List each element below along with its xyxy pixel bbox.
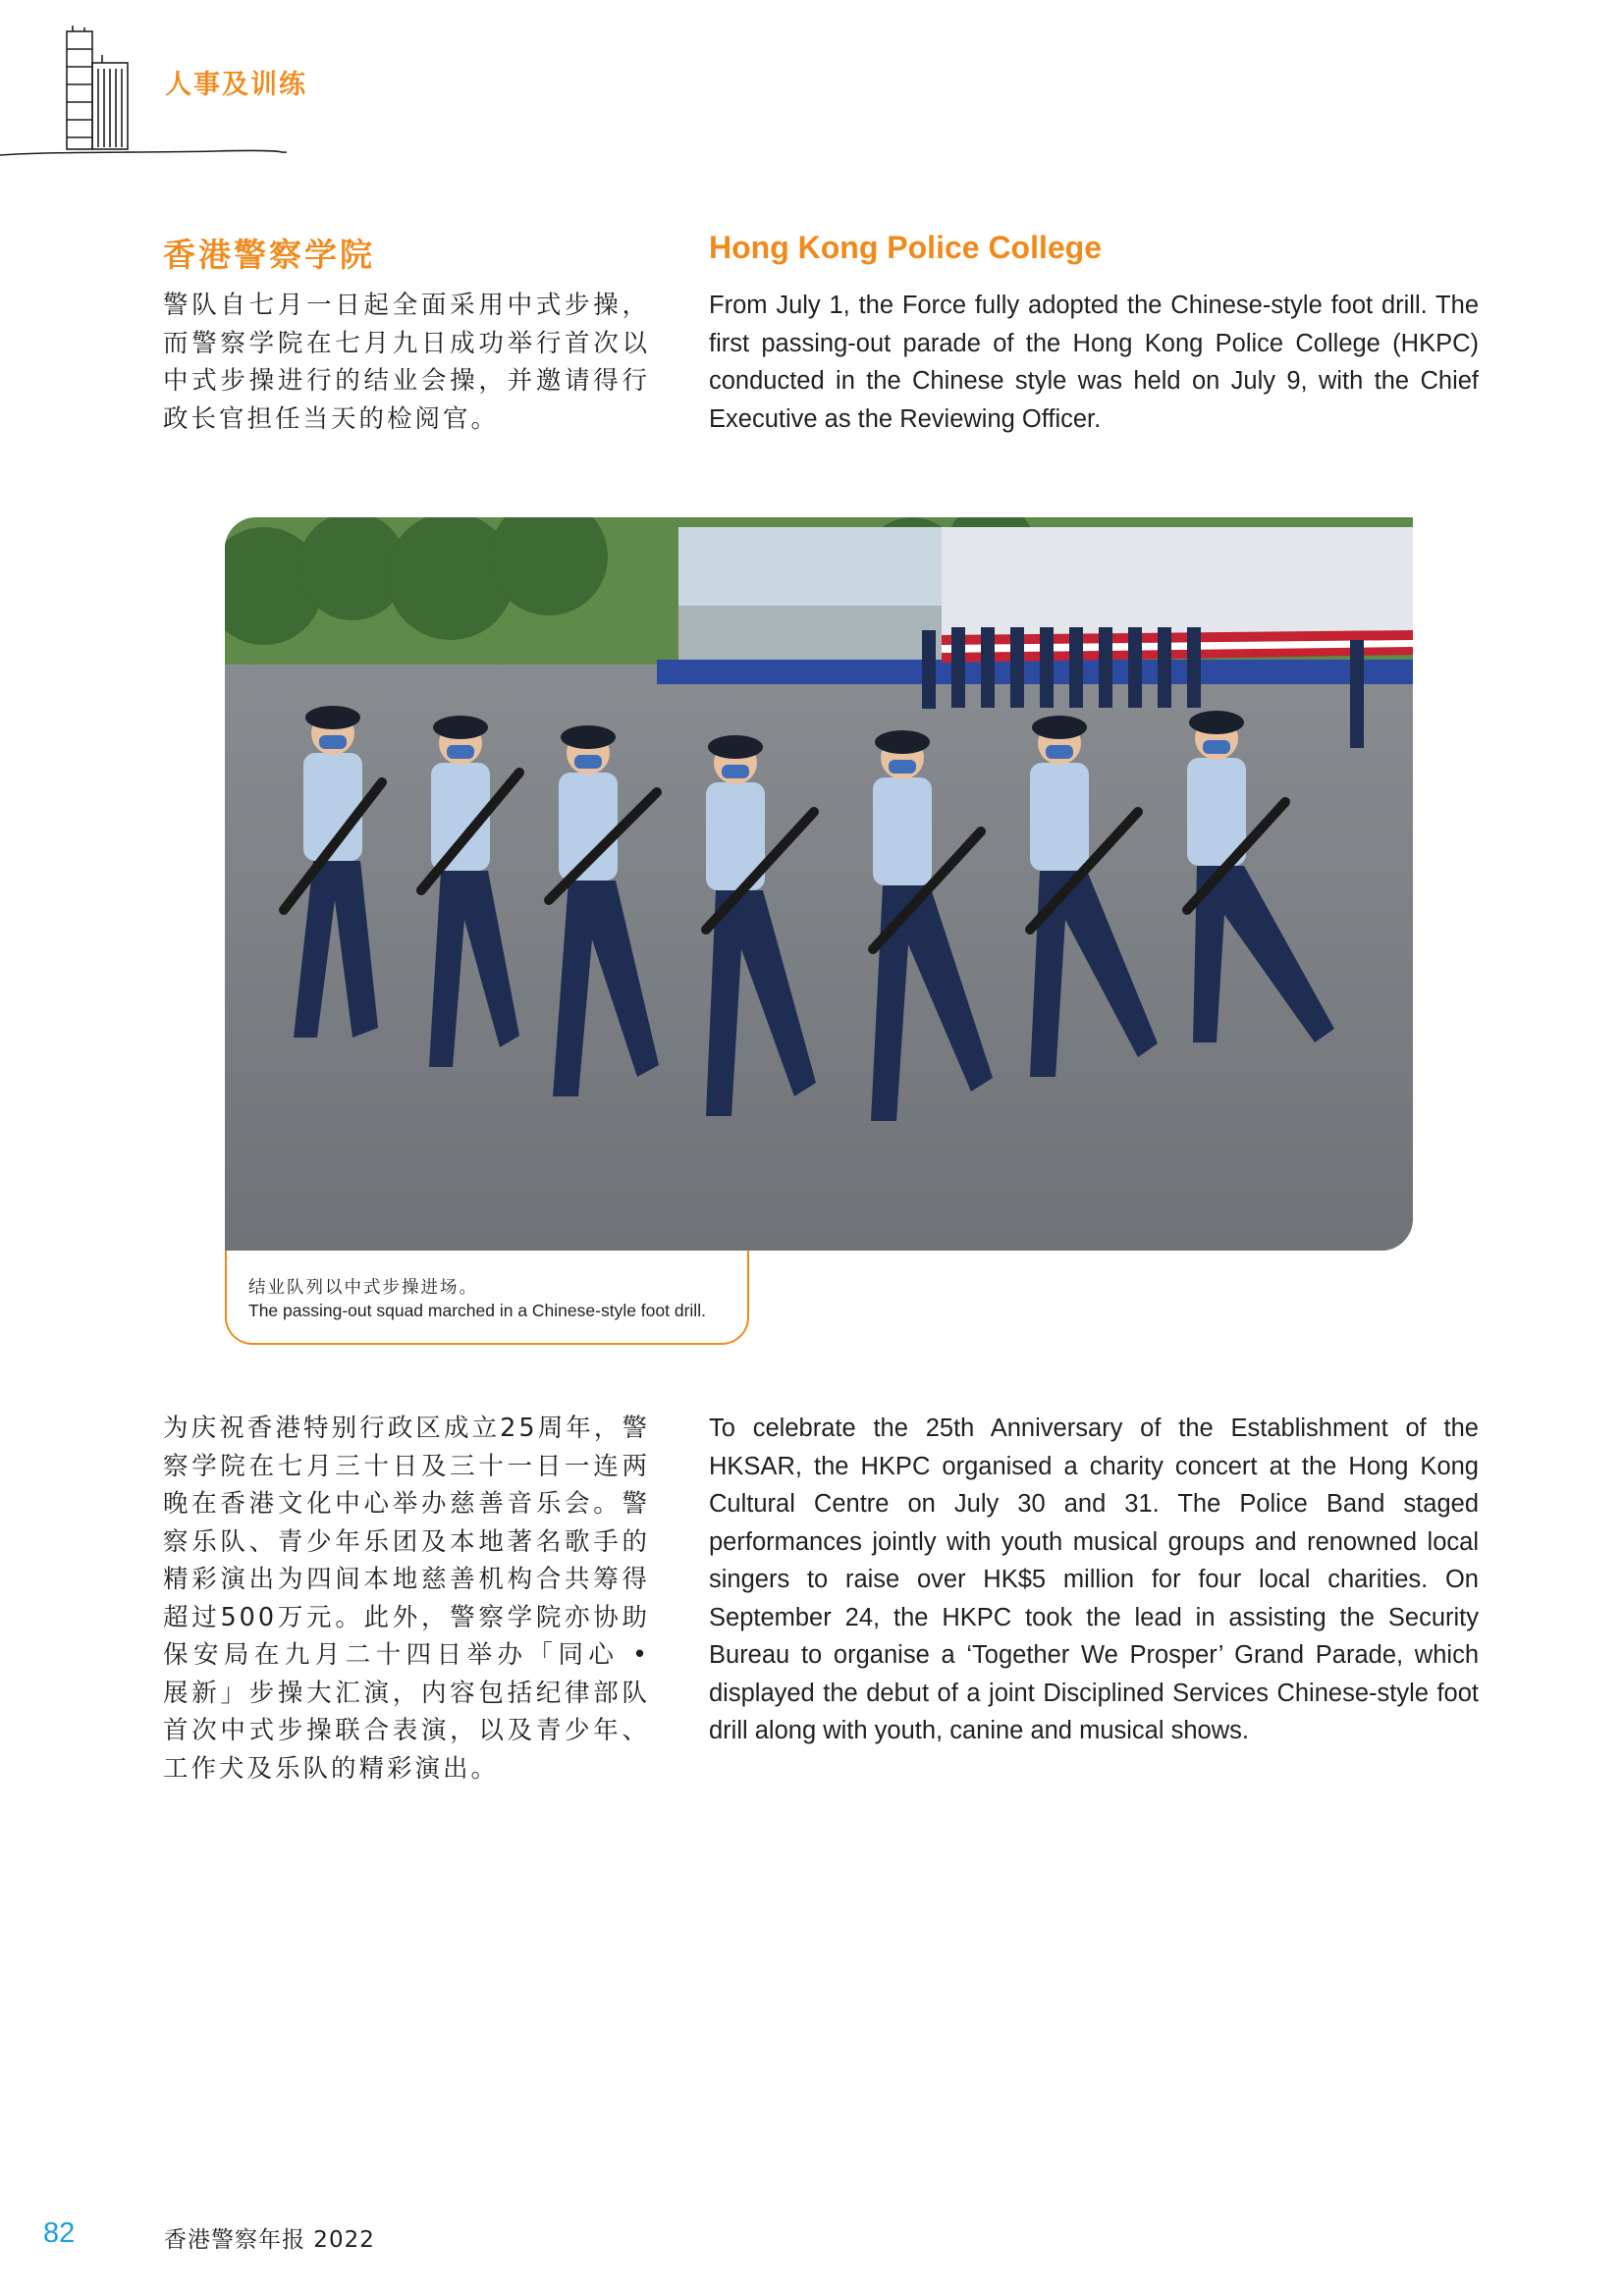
section-label: 人事及训练	[165, 70, 307, 100]
parade-photo	[225, 517, 1413, 1251]
page-number: 82	[43, 2217, 76, 2249]
heading-zh: 香港警察学院	[163, 236, 375, 274]
heading-en: Hong Kong Police College	[709, 230, 1103, 265]
concert-paragraph-zh: 为庆祝香港特别行政区成立25周年，警察学院在七月三十日及三十一日一连两晚在香港文化中心举办慈善音乐会。警察乐队、青少年乐团及本地著名歌手的精彩演出为四间本地慈善机构合共筹得超过500万元。此外，警察学院亦协助保安局在九月二十四日举办「同心 • 展新」步操大汇演，内容包括纪律部队首次中式步操联合表演，以及青少年、工作犬及乐队的精彩演出。	[163, 1414, 650, 1784]
intro-paragraph-zh: 警队自七月一日起全面采用中式步操，而警察学院在七月九日成功举行首次以中式步操进行的结业会操，并邀请得行政长官担任当天的检阅官。	[163, 291, 650, 434]
photo-caption-zh: 结业队列以中式步操进场。	[248, 1278, 478, 1298]
concert-paragraph-en: To celebrate the 25th Anniversary of the Establishment of the HKSAR, the HKPC organised a charity concert at the Hong Kong Cultural Centre on July 30 and 31. The Police Band staged performances jointly with youth musical groups and renowned local singers to raise over HK$5 million for four local charities. On September 24, the HKPC took the lead in assisting the Security Bureau to organise a ‘Together We Prosper’ Grand Parade, which displayed the debut of a joint Disciplined Services Chinese-style foot drill along with youth, canine and musical shows.	[709, 1415, 1479, 1744]
publication-title: 香港警察年报 2022	[164, 2227, 375, 2253]
parade-photo-illustration	[225, 517, 1413, 1251]
intro-paragraph-en: From July 1, the Force fully adopted the Chinese-style foot drill. The first passing-out parade of the Hong Kong Police College (HKPC) conducted in the Chinese style was held on July 9, with the Chief Executive as the Reviewing Officer.	[709, 292, 1479, 433]
photo-caption-en: The passing-out squad marched in a Chinese-style foot drill.	[248, 1301, 706, 1320]
